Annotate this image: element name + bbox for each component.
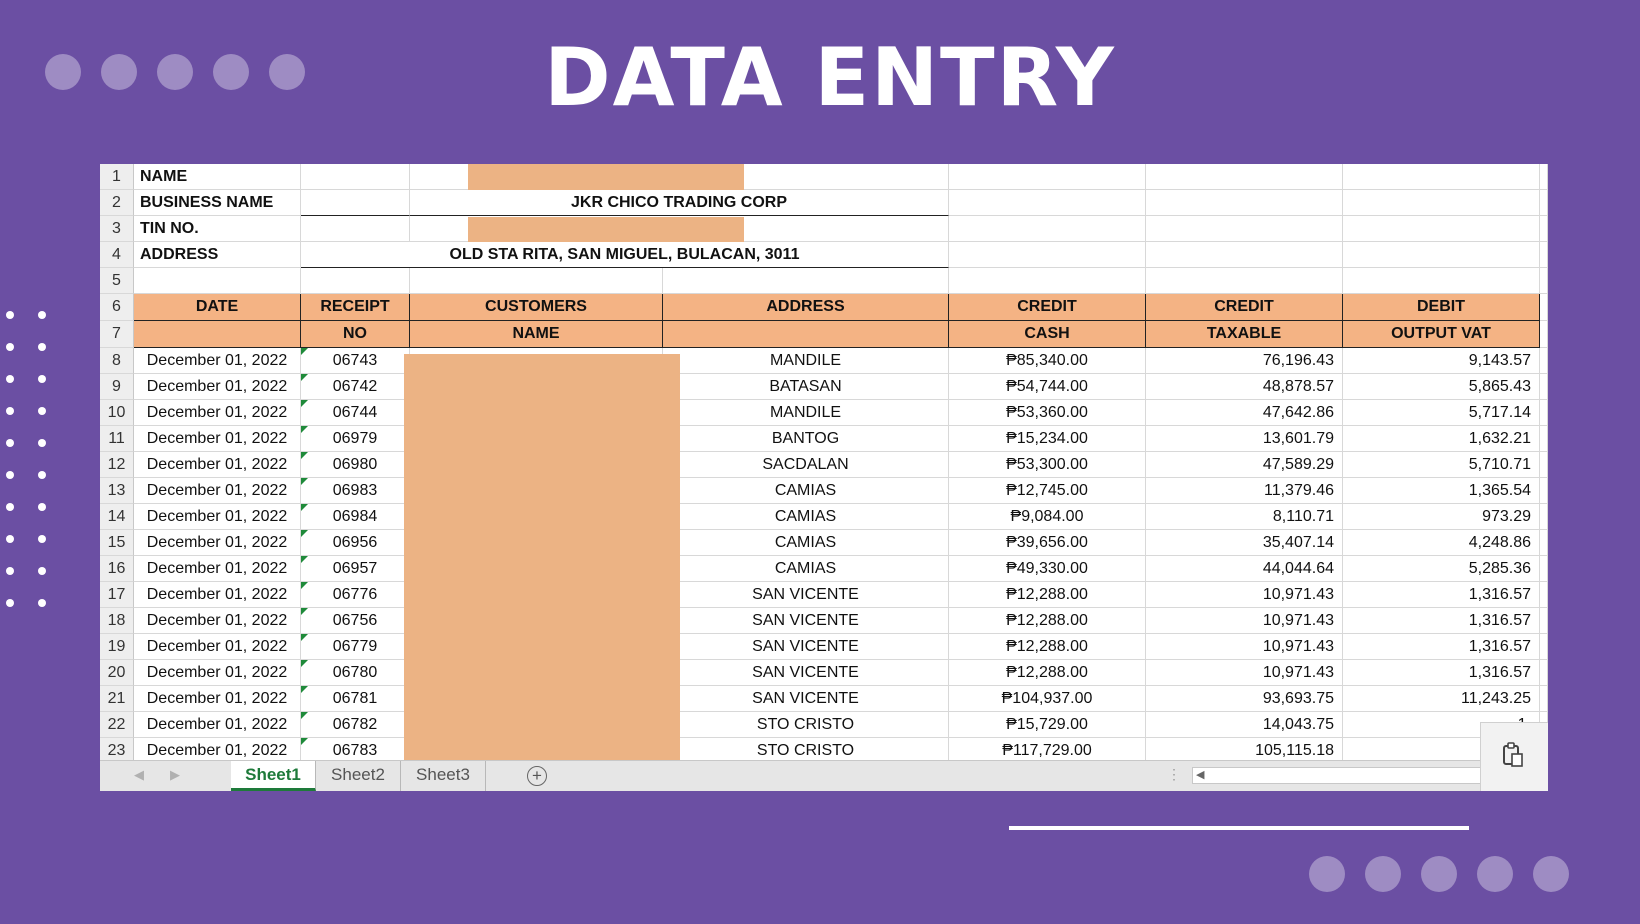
row-header[interactable]: 13 — [100, 478, 134, 504]
row-header[interactable]: 12 — [100, 452, 134, 478]
horizontal-scrollbar[interactable] — [1192, 767, 1488, 784]
redacted-tin — [468, 217, 744, 242]
cell-taxable[interactable]: 35,407.14 — [1146, 530, 1343, 556]
row-header[interactable]: 4 — [100, 242, 134, 268]
cell[interactable] — [949, 242, 1146, 268]
sheet-row — [100, 268, 1548, 294]
cell-address[interactable]: CAMIAS — [663, 504, 949, 530]
cell-taxable[interactable]: 10,971.43 — [1146, 660, 1343, 686]
row-header[interactable]: 2 — [100, 190, 134, 216]
row-header[interactable]: 17 — [100, 582, 134, 608]
cell-receipt[interactable]: 06744 — [301, 400, 410, 426]
cell-date[interactable]: December 01, 2022 — [134, 504, 301, 530]
header-receipt-no[interactable]: NO — [301, 321, 410, 348]
triangle-left-icon[interactable]: ◀ — [1196, 769, 1205, 781]
cell-address[interactable]: STO CRISTO — [663, 738, 949, 760]
cell[interactable] — [301, 190, 410, 216]
cell-taxable[interactable]: 48,878.57 — [1146, 374, 1343, 400]
header-address-2[interactable] — [663, 321, 949, 348]
cell[interactable] — [1540, 426, 1548, 452]
cell[interactable] — [301, 216, 410, 242]
cell-receipt[interactable]: 06776 — [301, 582, 410, 608]
table-row — [100, 504, 1548, 530]
cell-taxable[interactable]: 11,379.46 — [1146, 478, 1343, 504]
cell-output-vat[interactable]: 5,710.71 — [1343, 452, 1540, 478]
cell[interactable] — [1146, 164, 1343, 190]
table-row — [100, 634, 1548, 660]
cell-output-vat[interactable]: 1,316.57 — [1343, 634, 1540, 660]
table-row — [100, 348, 1548, 374]
cell[interactable] — [949, 216, 1146, 242]
cell-date[interactable]: December 01, 2022 — [134, 634, 301, 660]
cell-date[interactable]: December 01, 2022 — [134, 686, 301, 712]
cell-date[interactable]: December 01, 2022 — [134, 530, 301, 556]
sheet-row — [100, 164, 1548, 190]
splitter-handle-icon[interactable]: ⋮ — [1167, 766, 1181, 782]
cell[interactable] — [301, 164, 410, 190]
spreadsheet-grid — [100, 164, 1548, 760]
decor-dot — [1533, 856, 1569, 892]
table-row — [100, 530, 1548, 556]
row-header[interactable]: 20 — [100, 660, 134, 686]
cell-address[interactable]: BANTOG — [663, 426, 949, 452]
cell-taxable[interactable]: 13,601.79 — [1146, 426, 1343, 452]
row-header[interactable]: 19 — [100, 634, 134, 660]
cell-receipt[interactable]: 06780 — [301, 660, 410, 686]
table-row — [100, 660, 1548, 686]
cell[interactable] — [1343, 216, 1540, 242]
business-name-value[interactable]: JKR CHICO TRADING CORP — [410, 190, 949, 216]
cell-receipt[interactable]: 06983 — [301, 478, 410, 504]
sheet-row — [100, 321, 1548, 348]
cell-receipt[interactable]: 06781 — [301, 686, 410, 712]
address-label[interactable]: ADDRESS — [134, 242, 301, 268]
redacted-customer-names — [404, 354, 680, 760]
tab-sheet2[interactable]: Sheet2 — [316, 761, 401, 791]
cell-date[interactable]: December 01, 2022 — [134, 712, 301, 738]
decor-dot-grid — [6, 311, 46, 607]
table-row — [100, 556, 1548, 582]
table-row — [100, 582, 1548, 608]
cell-address[interactable]: SACDALAN — [663, 452, 949, 478]
header-customers[interactable]: CUSTOMERS — [410, 294, 663, 321]
cell[interactable] — [1146, 216, 1343, 242]
cell-output-vat[interactable]: 4,248.86 — [1343, 530, 1540, 556]
cell-address[interactable]: SAN VICENTE — [663, 686, 949, 712]
cell-taxable[interactable]: 14,043.75 — [1146, 712, 1343, 738]
row-header[interactable]: 21 — [100, 686, 134, 712]
cell[interactable] — [1540, 348, 1548, 374]
cell-taxable[interactable]: 93,693.75 — [1146, 686, 1343, 712]
tab-sheet3[interactable]: Sheet3 — [401, 761, 486, 791]
header-cash[interactable]: CASH — [949, 321, 1146, 348]
header-output-vat[interactable]: OUTPUT VAT — [1343, 321, 1540, 348]
decor-dots-bottom-right — [1309, 856, 1569, 892]
row-header[interactable]: 11 — [100, 426, 134, 452]
cell[interactable] — [1540, 321, 1548, 348]
cell-receipt[interactable]: 06956 — [301, 530, 410, 556]
sheet-tab-bar — [100, 760, 1548, 791]
cell-receipt[interactable]: 06779 — [301, 634, 410, 660]
cell-cash[interactable]: ₱12,288.00 — [949, 660, 1146, 686]
cell[interactable] — [949, 268, 1146, 294]
row-header[interactable]: 1 — [100, 164, 134, 190]
cell-cash[interactable]: ₱104,937.00 — [949, 686, 1146, 712]
cell-date[interactable]: December 01, 2022 — [134, 452, 301, 478]
cell[interactable] — [1540, 504, 1548, 530]
sheet-row — [100, 190, 1548, 216]
cell-date[interactable]: December 01, 2022 — [134, 400, 301, 426]
cell-output-vat[interactable]: 9,143.57 — [1343, 348, 1540, 374]
table-row — [100, 738, 1548, 760]
cell[interactable] — [1540, 216, 1548, 242]
header-address[interactable]: ADDRESS — [663, 294, 949, 321]
header-date[interactable]: DATE — [134, 294, 301, 321]
cell-taxable[interactable]: 44,044.64 — [1146, 556, 1343, 582]
cell-cash[interactable]: ₱39,656.00 — [949, 530, 1146, 556]
table-row — [100, 426, 1548, 452]
decor-dot — [1421, 856, 1457, 892]
cell-cash[interactable]: ₱85,340.00 — [949, 348, 1146, 374]
row-header[interactable]: 6 — [100, 294, 134, 321]
cell-date[interactable]: December 01, 2022 — [134, 556, 301, 582]
header-taxable[interactable]: TAXABLE — [1146, 321, 1343, 348]
cell-cash[interactable]: ₱53,360.00 — [949, 400, 1146, 426]
cell-output-vat[interactable]: 11,243.25 — [1343, 686, 1540, 712]
cell[interactable] — [663, 268, 949, 294]
header-debit[interactable]: DEBIT — [1343, 294, 1540, 321]
header-date-2[interactable] — [134, 321, 301, 348]
header-customer-name[interactable]: NAME — [410, 321, 663, 348]
row-header[interactable]: 23 — [100, 738, 134, 760]
row-header[interactable]: 22 — [100, 712, 134, 738]
cell[interactable] — [1540, 530, 1548, 556]
cell-cash[interactable]: ₱49,330.00 — [949, 556, 1146, 582]
cell-receipt[interactable]: 06742 — [301, 374, 410, 400]
cell[interactable] — [1540, 190, 1548, 216]
name-label[interactable]: NAME — [134, 164, 301, 190]
row-header[interactable]: 7 — [100, 321, 134, 348]
cell[interactable] — [1343, 268, 1540, 294]
cell-taxable[interactable]: 105,115.18 — [1146, 738, 1343, 760]
table-row — [100, 712, 1548, 738]
tab-sheet1[interactable]: Sheet1 — [231, 761, 316, 791]
cell-cash[interactable]: ₱117,729.00 — [949, 738, 1146, 760]
cell-address[interactable]: CAMIAS — [663, 556, 949, 582]
cell-address[interactable]: SAN VICENTE — [663, 634, 949, 660]
tab-scroll-left-icon[interactable]: ◀ — [134, 767, 144, 782]
cell-output-vat[interactable]: 5,285.36 — [1343, 556, 1540, 582]
cell[interactable] — [1540, 400, 1548, 426]
header-receipt[interactable]: RECEIPT — [301, 294, 410, 321]
cell-cash[interactable]: ₱53,300.00 — [949, 452, 1146, 478]
cell[interactable] — [1540, 686, 1548, 712]
cell[interactable] — [1540, 268, 1548, 294]
row-header[interactable]: 3 — [100, 216, 134, 242]
cell-cash[interactable]: ₱12,288.00 — [949, 608, 1146, 634]
table-row — [100, 608, 1548, 634]
cell[interactable] — [1540, 164, 1548, 190]
cell-date[interactable]: December 01, 2022 — [134, 426, 301, 452]
cell-receipt[interactable]: 06957 — [301, 556, 410, 582]
header-credit-taxable[interactable]: CREDIT — [1146, 294, 1343, 321]
clipboard-icon — [1501, 741, 1527, 769]
row-header[interactable]: 9 — [100, 374, 134, 400]
cell[interactable] — [1146, 242, 1343, 268]
address-value[interactable]: OLD STA RITA, SAN MIGUEL, BULACAN, 3011 — [301, 242, 949, 268]
cell-output-vat[interactable]: 1,316.57 — [1343, 582, 1540, 608]
redacted-name — [468, 164, 744, 190]
cell-address[interactable]: CAMIAS — [663, 478, 949, 504]
cell-receipt[interactable]: 06980 — [301, 452, 410, 478]
cell-date[interactable]: December 01, 2022 — [134, 738, 301, 760]
cell[interactable] — [1146, 190, 1343, 216]
cell-address[interactable]: MANDILE — [663, 348, 949, 374]
cell[interactable] — [1343, 190, 1540, 216]
cell-address[interactable]: SAN VICENTE — [663, 660, 949, 686]
table-row — [100, 400, 1548, 426]
decor-dot — [1477, 856, 1513, 892]
cell-output-vat[interactable]: 973.29 — [1343, 504, 1540, 530]
cell-output-vat[interactable]: 1,632.21 — [1343, 426, 1540, 452]
cell-cash[interactable]: ₱12,288.00 — [949, 582, 1146, 608]
cell-receipt[interactable]: 06979 — [301, 426, 410, 452]
cell-output-vat[interactable]: 1,316.57 — [1343, 660, 1540, 686]
decor-dot — [1309, 856, 1345, 892]
cell-receipt[interactable]: 06783 — [301, 738, 410, 760]
cell[interactable] — [301, 268, 410, 294]
cell[interactable] — [1540, 242, 1548, 268]
cell-date[interactable]: December 01, 2022 — [134, 374, 301, 400]
cell[interactable] — [410, 268, 663, 294]
cell[interactable] — [1540, 582, 1548, 608]
sheet-row — [100, 294, 1548, 321]
cell-receipt[interactable]: 06743 — [301, 348, 410, 374]
cell-output-vat[interactable]: 1,365.54 — [1343, 478, 1540, 504]
cell-date[interactable]: December 01, 2022 — [134, 660, 301, 686]
row-header[interactable]: 8 — [100, 348, 134, 374]
cell-address[interactable]: STO CRISTO — [663, 712, 949, 738]
cell[interactable] — [1540, 478, 1548, 504]
cell-date[interactable]: December 01, 2022 — [134, 582, 301, 608]
table-row — [100, 374, 1548, 400]
row-header[interactable]: 15 — [100, 530, 134, 556]
sheet-row — [100, 216, 1548, 242]
cell[interactable] — [1540, 660, 1548, 686]
cell[interactable] — [1343, 164, 1540, 190]
cell[interactable] — [134, 268, 301, 294]
cell-date[interactable]: December 01, 2022 — [134, 608, 301, 634]
spreadsheet — [100, 164, 1548, 791]
cell-address[interactable]: CAMIAS — [663, 530, 949, 556]
cell-address[interactable]: SAN VICENTE — [663, 582, 949, 608]
decor-dot — [1365, 856, 1401, 892]
plus-circle-icon[interactable]: + — [527, 766, 547, 786]
cell-output-vat[interactable]: 5,717.14 — [1343, 400, 1540, 426]
cell[interactable] — [1540, 608, 1548, 634]
cell-taxable[interactable]: 10,971.43 — [1146, 582, 1343, 608]
cell-taxable[interactable]: 10,971.43 — [1146, 608, 1343, 634]
table-row — [100, 478, 1548, 504]
cell[interactable] — [1540, 452, 1548, 478]
cell-date[interactable]: December 01, 2022 — [134, 478, 301, 504]
cell-date[interactable]: December 01, 2022 — [134, 348, 301, 374]
row-header[interactable]: 10 — [100, 400, 134, 426]
row-header[interactable]: 5 — [100, 268, 134, 294]
cell-address[interactable]: BATASAN — [663, 374, 949, 400]
cell[interactable] — [1540, 294, 1548, 321]
page-title: DATA ENTRY — [544, 31, 1116, 124]
sheet-row — [100, 242, 1548, 268]
tab-scroll-right-icon[interactable]: ▶ — [170, 767, 180, 782]
cell-taxable[interactable]: 47,642.86 — [1146, 400, 1343, 426]
row-header[interactable]: 16 — [100, 556, 134, 582]
cell-taxable[interactable]: 76,196.43 — [1146, 348, 1343, 374]
row-header[interactable]: 14 — [100, 504, 134, 530]
decor-line — [1009, 826, 1469, 830]
cell-cash[interactable]: ₱12,288.00 — [949, 634, 1146, 660]
table-row — [100, 452, 1548, 478]
tin-label[interactable]: TIN NO. — [134, 216, 301, 242]
cell-cash[interactable]: ₱15,729.00 — [949, 712, 1146, 738]
cell-taxable[interactable]: 47,589.29 — [1146, 452, 1343, 478]
table-row — [100, 686, 1548, 712]
cell-taxable[interactable]: 8,110.71 — [1146, 504, 1343, 530]
cell-address[interactable]: MANDILE — [663, 400, 949, 426]
paste-options-button[interactable] — [1480, 722, 1548, 791]
cell-receipt[interactable]: 06984 — [301, 504, 410, 530]
cell[interactable] — [949, 164, 1146, 190]
cell[interactable] — [1540, 634, 1548, 660]
cell-cash[interactable]: ₱9,084.00 — [949, 504, 1146, 530]
cell-receipt[interactable]: 06756 — [301, 608, 410, 634]
cell-output-vat[interactable]: 1,316.57 — [1343, 608, 1540, 634]
cell[interactable] — [1540, 374, 1548, 400]
cell-cash[interactable]: ₱12,745.00 — [949, 478, 1146, 504]
cell[interactable] — [1343, 242, 1540, 268]
cell-cash[interactable]: ₱54,744.00 — [949, 374, 1146, 400]
header-credit-cash[interactable]: CREDIT — [949, 294, 1146, 321]
row-header[interactable]: 18 — [100, 608, 134, 634]
cell-taxable[interactable]: 10,971.43 — [1146, 634, 1343, 660]
cell[interactable] — [1146, 268, 1343, 294]
cell-address[interactable]: SAN VICENTE — [663, 608, 949, 634]
cell-cash[interactable]: ₱15,234.00 — [949, 426, 1146, 452]
cell-output-vat[interactable]: 5,865.43 — [1343, 374, 1540, 400]
business-name-label[interactable]: BUSINESS NAME — [134, 190, 301, 216]
cell-receipt[interactable]: 06782 — [301, 712, 410, 738]
cell[interactable] — [949, 190, 1146, 216]
cell[interactable] — [1540, 556, 1548, 582]
